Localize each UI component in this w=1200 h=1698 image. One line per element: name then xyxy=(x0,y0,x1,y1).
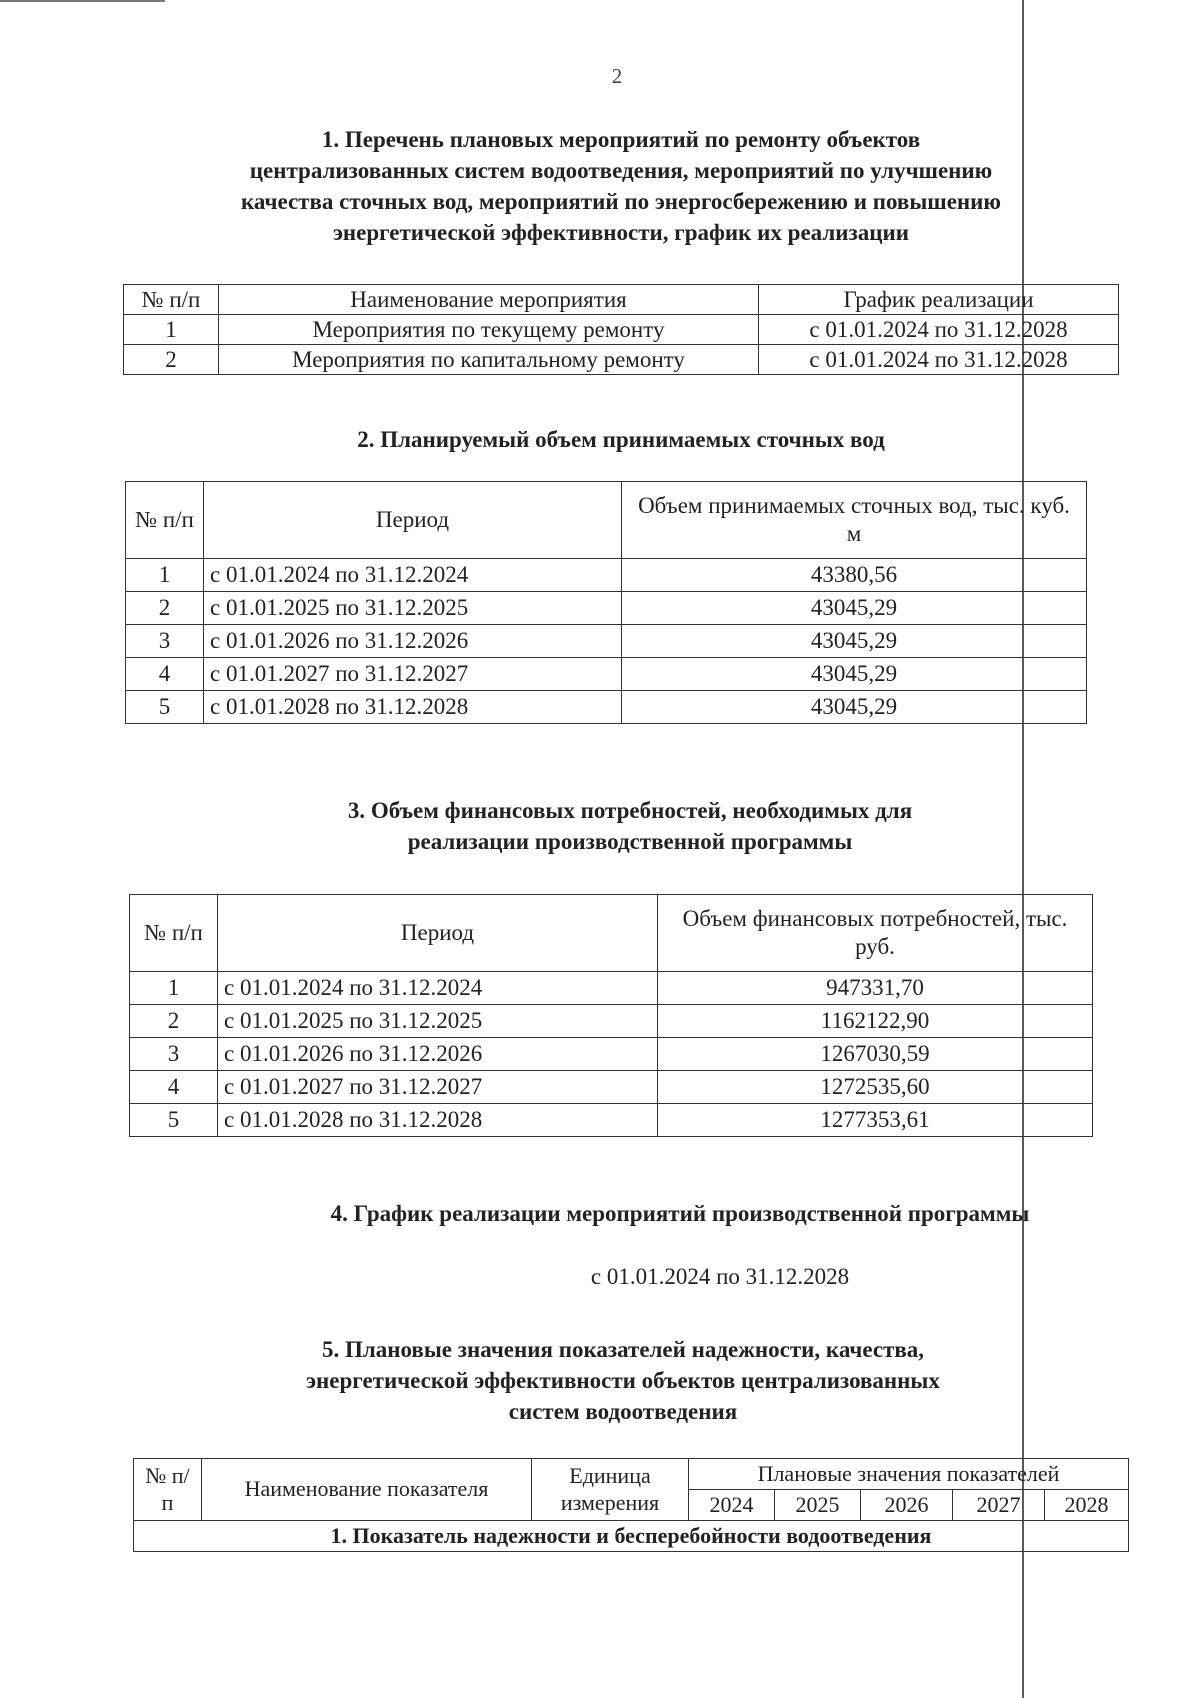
col-header-indicator: Наименование показателя xyxy=(202,1459,532,1521)
section1-table xyxy=(123,284,1119,375)
col-header-period: Период xyxy=(218,895,658,972)
table-row xyxy=(126,658,1087,691)
table-row xyxy=(126,691,1087,724)
cell-num: 2 xyxy=(126,592,204,625)
cell-event: Мероприятия по капитальному ремонту xyxy=(219,345,759,375)
cell-finance: 947331,70 xyxy=(658,972,1093,1005)
section3-table xyxy=(129,894,1093,1137)
section5-title-line: систем водоотведения xyxy=(508,1399,738,1424)
section1-title-line: централизованных систем водоотведения, мероприятий по улучшению xyxy=(249,158,993,183)
table-row xyxy=(124,315,1119,345)
section3-title-line: реализации производственной программы xyxy=(407,829,853,854)
table-row xyxy=(126,625,1087,658)
cell-period: с 01.01.2025 по 31.12.2025 xyxy=(204,592,622,625)
scan-corner-mark xyxy=(0,0,165,2)
col-header-year: 2026 xyxy=(861,1490,953,1521)
table-row xyxy=(130,1038,1093,1071)
col-header-num: № п/п xyxy=(130,895,218,972)
cell-period: с 01.01.2026 по 31.12.2026 xyxy=(218,1038,658,1071)
cell-finance: 1272535,60 xyxy=(658,1071,1093,1104)
cell-schedule: с 01.01.2024 по 31.12.2028 xyxy=(759,345,1119,375)
section5-title-line: 5. Плановые значения показателей надежности, качества, xyxy=(321,1337,925,1362)
cell-period: с 01.01.2024 по 31.12.2024 xyxy=(218,972,658,1005)
col-header-volume: Объем принимаемых сточных вод, тыс. куб. м xyxy=(622,482,1087,559)
table-header-row xyxy=(124,285,1119,315)
table-row xyxy=(130,972,1093,1005)
cell-period: с 01.01.2025 по 31.12.2025 xyxy=(218,1005,658,1038)
cell-period: с 01.01.2027 по 31.12.2027 xyxy=(218,1071,658,1104)
col-header-planned: Плановые значения показателей xyxy=(689,1459,1129,1490)
section5-title xyxy=(123,1334,1123,1427)
section3-title-line: 3. Объем финансовых потребностей, необходимых для xyxy=(347,798,913,823)
cell-volume: 43380,56 xyxy=(622,559,1087,592)
cell-period: с 01.01.2024 по 31.12.2024 xyxy=(204,559,622,592)
table-row xyxy=(126,592,1087,625)
cell-num: 1 xyxy=(124,315,219,345)
cell-num: 4 xyxy=(126,658,204,691)
table-row xyxy=(126,559,1087,592)
section1-title xyxy=(123,124,1119,248)
table-section-row xyxy=(134,1521,1129,1552)
col-header-finance: Объем финансовых потребностей, тыс. руб. xyxy=(658,895,1093,972)
cell-num: 1 xyxy=(130,972,218,1005)
cell-num: 1 xyxy=(126,559,204,592)
section3-title xyxy=(123,795,1137,857)
cell-period: с 01.01.2028 по 31.12.2028 xyxy=(204,691,622,724)
cell-num: 4 xyxy=(130,1071,218,1104)
section5-table xyxy=(133,1458,1129,1552)
section1-title-line: энергетической эффективности, график их реализации xyxy=(332,220,910,245)
col-header-year: 2028 xyxy=(1045,1490,1129,1521)
cell-period: с 01.01.2028 по 31.12.2028 xyxy=(218,1104,658,1137)
cell-num: 3 xyxy=(126,625,204,658)
cell-num: 2 xyxy=(130,1005,218,1038)
col-header-year: 2025 xyxy=(775,1490,861,1521)
cell-period: с 01.01.2026 по 31.12.2026 xyxy=(204,625,622,658)
cell-num: 2 xyxy=(124,345,219,375)
table-row xyxy=(124,345,1119,375)
cell-num: 5 xyxy=(130,1104,218,1137)
col-header-num: № п/п xyxy=(126,482,204,559)
cell-volume: 43045,29 xyxy=(622,658,1087,691)
cell-finance: 1162122,90 xyxy=(658,1005,1093,1038)
col-header-num: № п/п xyxy=(134,1459,202,1521)
section5-title-line: энергетической эффективности объектов централизованных xyxy=(306,1368,940,1393)
table-row xyxy=(130,1071,1093,1104)
cell-volume: 43045,29 xyxy=(622,691,1087,724)
col-header-event: Наименование мероприятия xyxy=(219,285,759,315)
cell-volume: 43045,29 xyxy=(622,625,1087,658)
col-header-schedule: График реализации xyxy=(759,285,1119,315)
section2-title: 2. Планируемый объем принимаемых сточных вод xyxy=(357,427,885,452)
col-header-unit: Единица измерения xyxy=(532,1459,689,1521)
cell-volume: 43045,29 xyxy=(622,592,1087,625)
col-header-year: 2024 xyxy=(689,1490,775,1521)
section1-title-line: 1. Перечень плановых мероприятий по ремонту объектов xyxy=(321,127,921,152)
cell-event: Мероприятия по текущему ремонту xyxy=(219,315,759,345)
section4-period: с 01.01.2024 по 31.12.2028 xyxy=(590,1264,850,1289)
section4-title: 4. График реализации мероприятий производственной программы xyxy=(330,1201,1030,1226)
table-row xyxy=(130,1104,1093,1137)
section1-title-line: качества сточных вод, мероприятий по энергосбережению и повышению xyxy=(241,189,1001,214)
cell-finance: 1267030,59 xyxy=(658,1038,1093,1071)
col-header-year: 2027 xyxy=(953,1490,1045,1521)
page-number: 2 xyxy=(611,64,623,88)
section2-table xyxy=(125,481,1087,724)
cell-num: 5 xyxy=(126,691,204,724)
table-row xyxy=(130,1005,1093,1038)
table-header-row xyxy=(134,1459,1129,1490)
col-header-period: Период xyxy=(204,482,622,559)
section-row-title: 1. Показатель надежности и бесперебойности водоотведения xyxy=(134,1521,1129,1552)
cell-num: 3 xyxy=(130,1038,218,1071)
cell-schedule: с 01.01.2024 по 31.12.2028 xyxy=(759,315,1119,345)
col-header-num: № п/п xyxy=(124,285,219,315)
cell-finance: 1277353,61 xyxy=(658,1104,1093,1137)
cell-period: с 01.01.2027 по 31.12.2027 xyxy=(204,658,622,691)
table-header-row xyxy=(126,482,1087,559)
table-header-row xyxy=(130,895,1093,972)
